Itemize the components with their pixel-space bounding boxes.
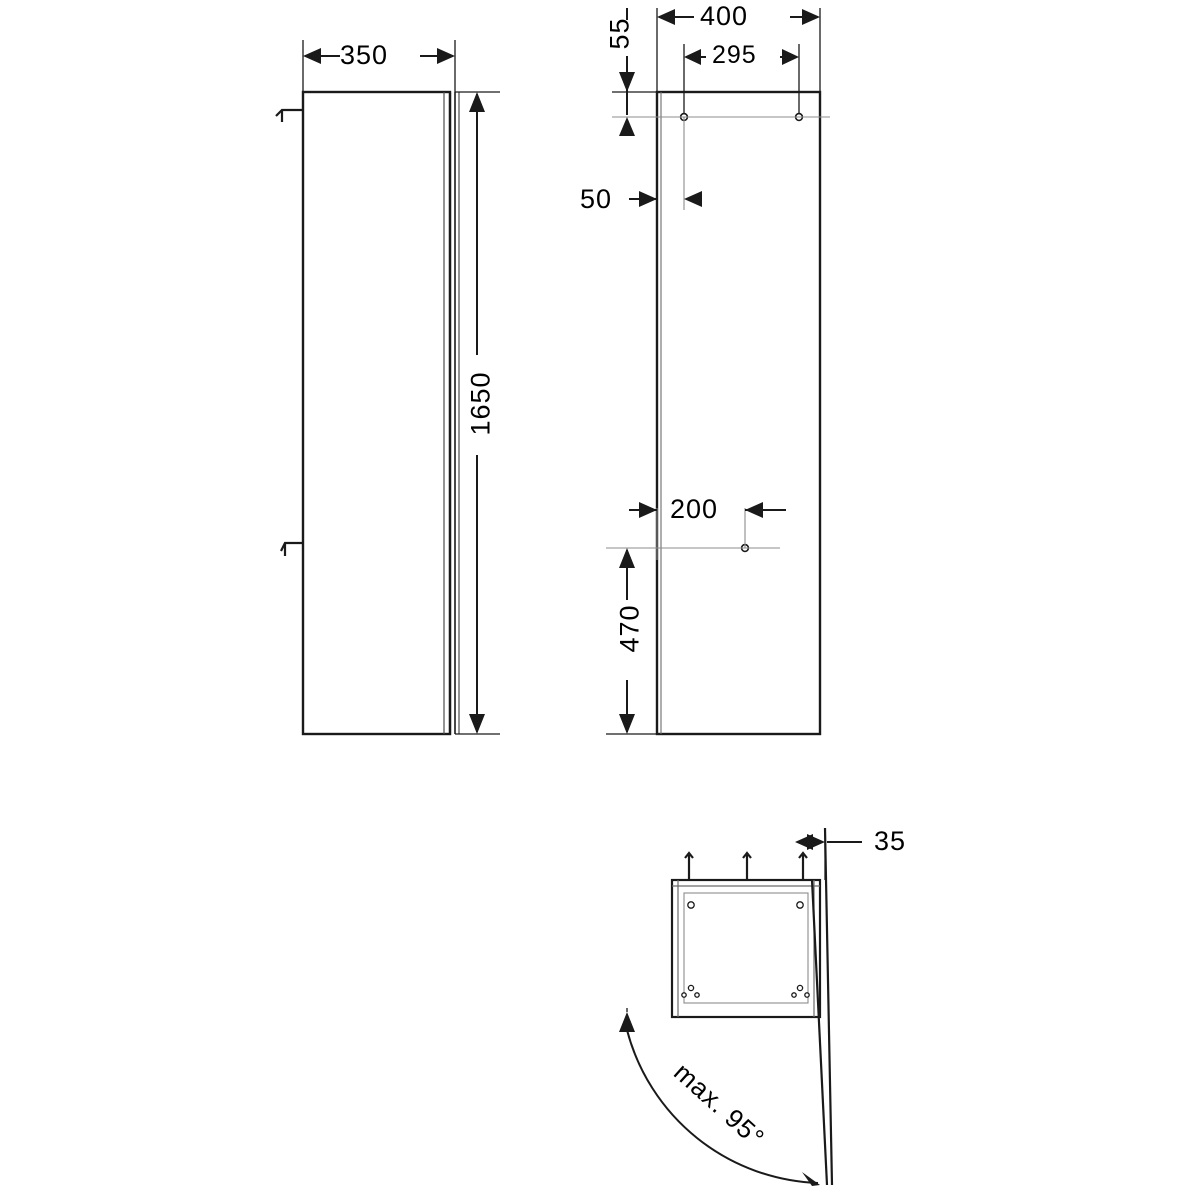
- label-front-top-offset: 55: [604, 17, 635, 50]
- label-front-hole-spacing: 295: [712, 41, 757, 69]
- label-top-depth: 35: [874, 826, 907, 856]
- front-view-hole-centerlines: [606, 117, 830, 548]
- side-view-body: [303, 92, 459, 734]
- top-view-body: [672, 880, 820, 1017]
- label-front-lower-hole-inset: 200: [670, 494, 719, 524]
- side-view-brackets: [276, 110, 303, 556]
- label-door-angle: max. 95°: [668, 1056, 771, 1154]
- label-front-lower-height: 470: [614, 604, 645, 653]
- label-side-height: 1650: [465, 371, 496, 436]
- label-front-hole-inset: 50: [580, 184, 613, 214]
- front-view-body: [657, 92, 820, 734]
- dim-front-hole-inset: [629, 117, 702, 210]
- dim-top-depth-left-arrow: [795, 834, 813, 850]
- top-view-hinge-pins: [685, 853, 807, 880]
- dim-top-depth: [798, 828, 862, 880]
- top-view-fixing-holes: [682, 902, 809, 997]
- label-front-width: 400: [700, 1, 749, 31]
- label-side-width: 350: [340, 40, 389, 70]
- front-view-mounting-holes: [681, 114, 803, 552]
- top-view-door-open: [812, 828, 832, 1185]
